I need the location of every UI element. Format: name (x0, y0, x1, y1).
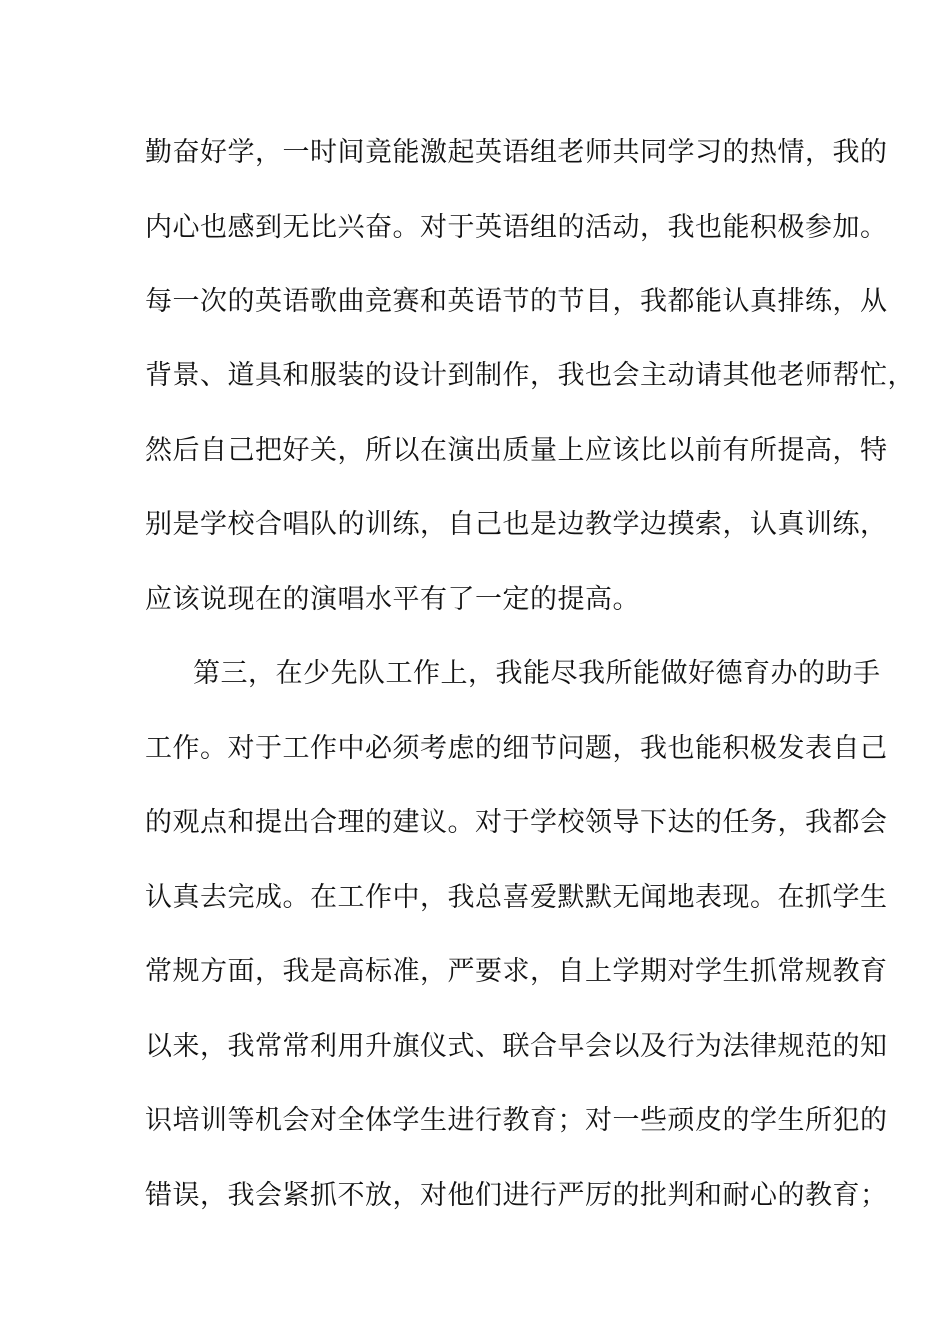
text-line: 以来，我常常利用升旗仪式、联合早会以及行为法律规范的知 (145, 1031, 888, 1062)
text-line: 识培训等机会对全体学生进行教育；对一些顽皮的学生所犯的 (145, 1105, 888, 1136)
text-line: 的观点和提出合理的建议。对于学校领导下达的任务，我都会 (145, 807, 888, 838)
text-line: 常规方面，我是高标准，严要求，自上学期对学生抓常规教育 (145, 956, 888, 987)
text-line: 内心也感到无比兴奋。对于英语组的活动，我也能积极参加。 (145, 212, 888, 243)
text-line: 认真去完成。在工作中，我总喜爱默默无闻地表现。在抓学生 (145, 882, 888, 913)
text-line: 别是学校合唱队的训练，自己也是边教学边摸索，认真训练， (145, 509, 888, 540)
text-line: 每一次的英语歌曲竞赛和英语节的节目，我都能认真排练，从 (145, 286, 888, 317)
text-line: 应该说现在的演唱水平有了一定的提高。 (145, 584, 640, 615)
text-line: 工作。对于工作中必须考虑的细节问题，我也能积极发表自己 (145, 733, 888, 764)
text-line: 错误，我会紧抓不放，对他们进行严厉的批判和耐心的教育； (145, 1180, 888, 1211)
text-line: 勤奋好学，一时间竟能激起英语组老师共同学习的热情，我的 (145, 137, 888, 168)
text-line: 背景、道具和服装的设计到制作，我也会主动请其他老师帮忙， (145, 360, 915, 391)
text-line: 然后自己把好关，所以在演出质量上应该比以前有所提高，特 (145, 435, 888, 466)
paragraph-first-line: 第三，在少先队工作上，我能尽我所能做好德育办的助手 (193, 658, 881, 689)
